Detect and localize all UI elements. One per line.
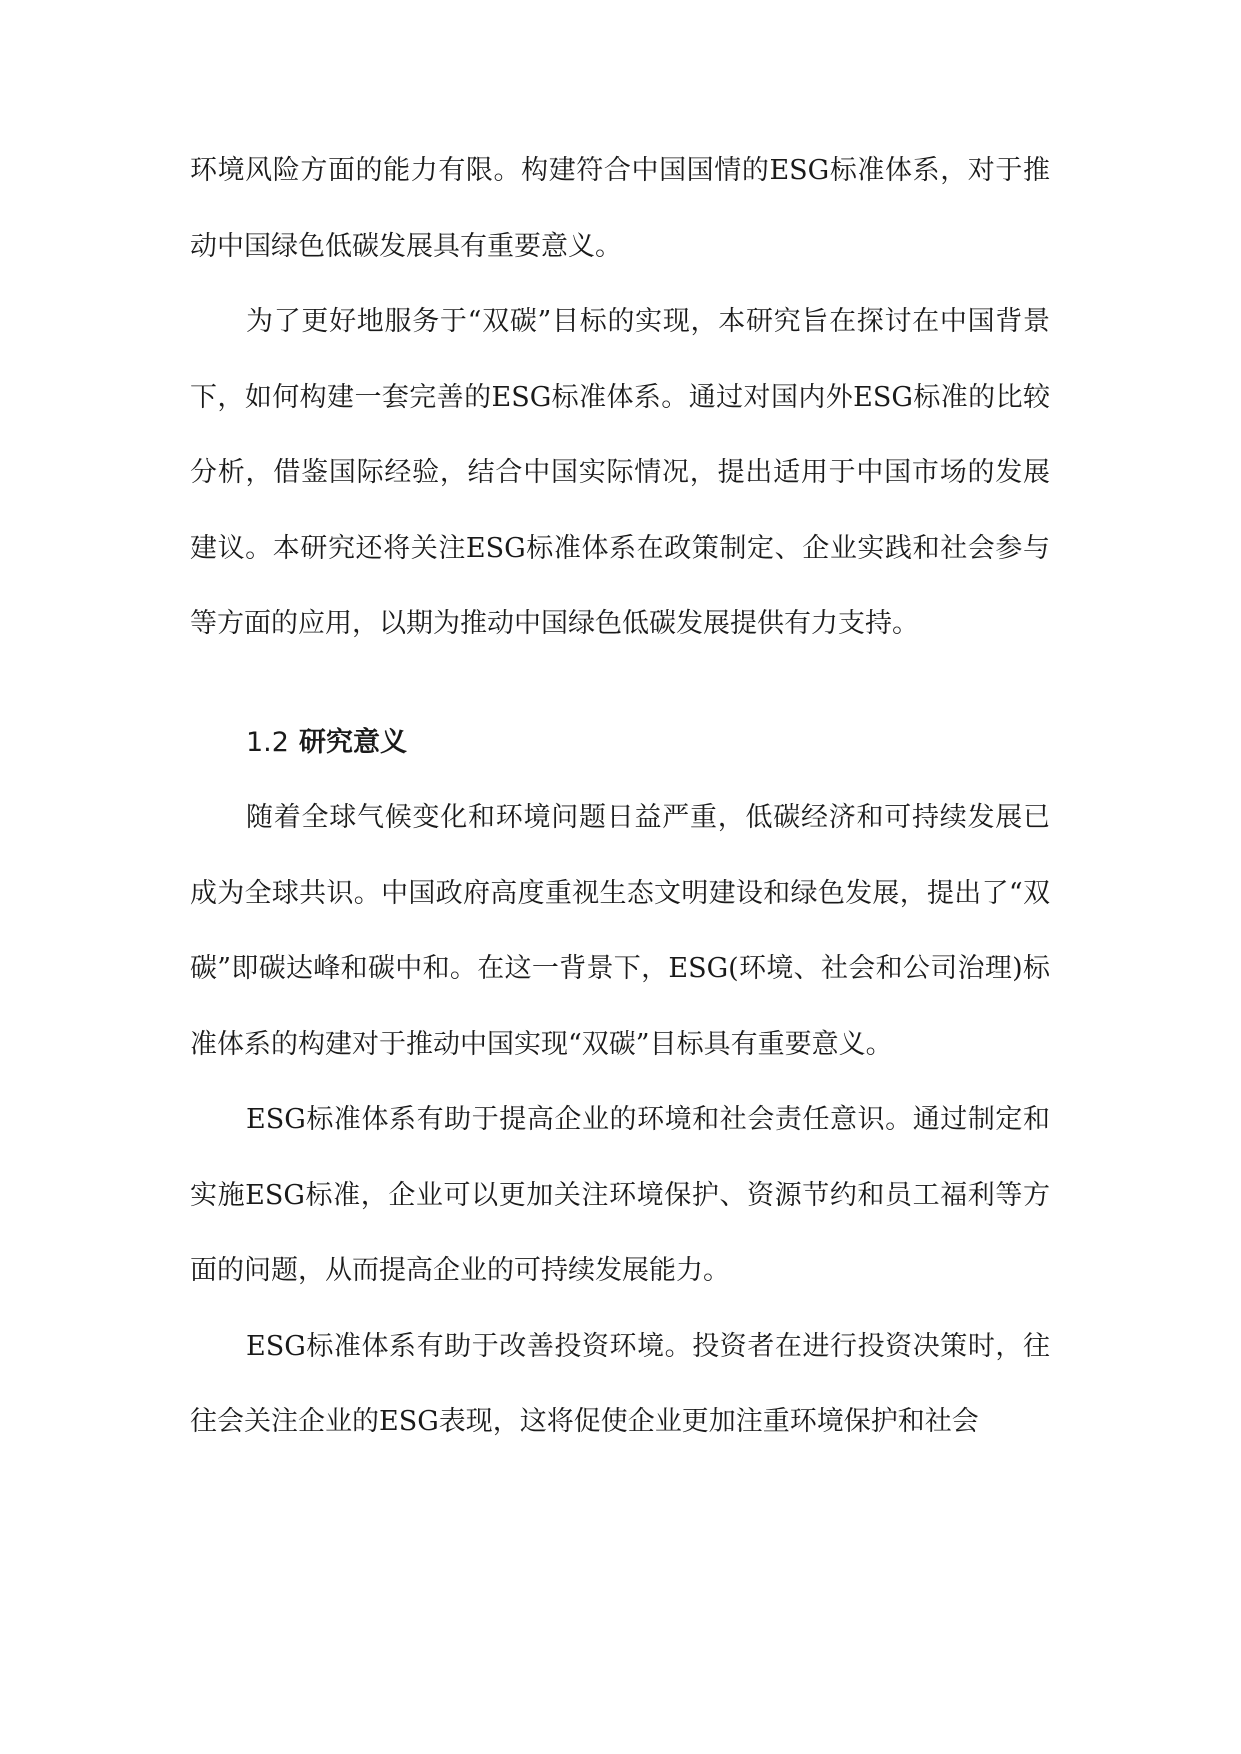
document-page xyxy=(190,133,1050,1460)
paragraph-climate-context: 随着全球气候变化和环境问题日益严重，低碳经济和可持续发展已成为全球共识。中国政府高度重视生态文明建设和绿色发展，提出了“双碳”即碳达峰和碳中和。在这一背景下，ESG(环境、社会和公司治理)标准体系的构建对于推动中国实现“双碳”目标具有重要意义。 xyxy=(190,802,1050,1060)
section-title-text: 研究意义 xyxy=(298,726,407,758)
section-heading xyxy=(190,705,1050,781)
paragraph-corporate-responsibility: ESG标准体系有助于提高企业的环境和社会责任意识。通过制定和实施ESG标准，企业可以更加关注环境保护、资源节约和员工福利等方面的问题，从而提高企业的可持续发展能力。 xyxy=(190,1104,1050,1286)
paragraph-risk-capability: 环境风险方面的能力有限。构建符合中国国情的ESG标准体系，对于推动中国绿色低碳发展具有重要意义。 xyxy=(190,155,1050,262)
paragraph-research-purpose: 为了更好地服务于“双碳”目标的实现，本研究旨在探讨在中国背景下，如何构建一套完善的ESG标准体系。通过对国内外ESG标准的比较分析，借鉴国际经验，结合中国实际情况，提出适用于中国市场的发展建议。本研究还将关注ESG标准体系在政策制定、企业实践和社会参与等方面的应用，以期为推动中国绿色低碳发展提供有力支持。 xyxy=(190,306,1050,639)
paragraph-investment-environment: ESG标准体系有助于改善投资环境。投资者在进行投资决策时，往往会关注企业的ESG表现，这将促使企业更加注重环境保护和社会 xyxy=(190,1330,1050,1437)
section-number: 1.2 xyxy=(246,726,289,758)
